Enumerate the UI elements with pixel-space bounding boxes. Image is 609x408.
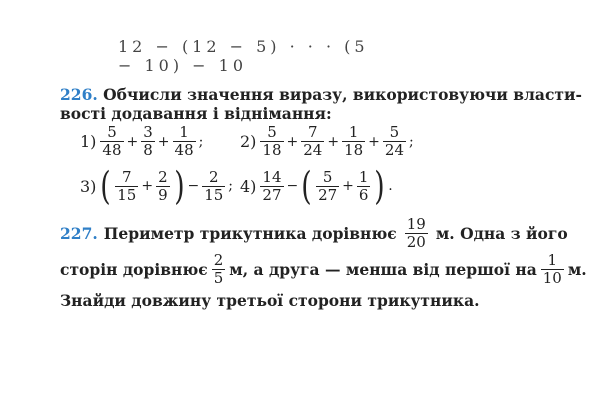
- fraction: [156, 169, 170, 204]
- problem-227-line2: [60, 252, 587, 287]
- problem-227-text-d: м, а друга — менша від першої на: [229, 260, 537, 279]
- problem-227-text-b: м. Одна з його: [435, 224, 568, 243]
- fraction: [173, 124, 196, 159]
- problem-227-text-e: м.: [567, 260, 587, 279]
- numerator: 2: [208, 167, 219, 186]
- fraction: [316, 169, 339, 204]
- fraction: [100, 124, 123, 159]
- minus-sign: −: [286, 178, 299, 194]
- difference-fraction: [541, 252, 564, 287]
- item-2-expression: [240, 124, 415, 159]
- problem-227-line1: [60, 216, 568, 251]
- item-2-label: 2): [240, 132, 257, 151]
- problem-226-heading: [60, 85, 582, 104]
- numerator: 3: [143, 123, 153, 141]
- problem-227-line3: [60, 291, 480, 310]
- denominator: 18: [262, 141, 282, 159]
- problem-227-number: 227.: [60, 224, 98, 243]
- denominator: 6: [358, 185, 369, 204]
- plus-sign: +: [342, 178, 354, 194]
- denominator: 8: [143, 141, 153, 159]
- numerator: 2: [213, 251, 224, 269]
- perimeter-fraction: [405, 216, 428, 251]
- problem-226-text-line2-span: вості додавання і віднімання:: [60, 104, 332, 123]
- numerator: 7: [308, 123, 318, 141]
- plus-sign: +: [286, 133, 299, 150]
- denominator: 10: [542, 269, 562, 287]
- numerator: 1: [358, 167, 369, 186]
- denominator: 24: [384, 141, 404, 159]
- problem-226-text-line1: Обчисли значення виразу, використовуючи власти-: [103, 85, 582, 104]
- left-parenthesis: (: [301, 164, 312, 208]
- denominator: 15: [117, 185, 137, 204]
- plus-sign: +: [141, 178, 154, 194]
- fraction: [357, 169, 371, 204]
- plus-sign: +: [327, 133, 340, 150]
- numerator: 1: [547, 251, 558, 269]
- semicolon: ;: [198, 133, 204, 150]
- item-3-label: 3): [80, 176, 97, 196]
- item-4-label: 4): [240, 176, 257, 196]
- fraction: [342, 124, 365, 159]
- denominator: 27: [262, 185, 282, 204]
- item-1-expression: [80, 124, 204, 159]
- right-parenthesis: ): [374, 164, 386, 208]
- fraction: [260, 124, 283, 159]
- fraction: [202, 169, 225, 204]
- item-3-expression: [80, 164, 234, 208]
- numerator: 1: [348, 123, 359, 141]
- numerator: 7: [122, 167, 132, 186]
- denominator: 48: [174, 141, 194, 159]
- fraction: [301, 124, 324, 159]
- left-parenthesis: (: [100, 164, 112, 208]
- cropped-expression-line: [118, 37, 378, 75]
- plus-sign: +: [157, 133, 170, 150]
- numerator: 1: [179, 123, 189, 141]
- denominator: 9: [158, 185, 168, 204]
- numerator: 5: [267, 123, 277, 141]
- problem-226-text-line2: [60, 104, 332, 123]
- semicolon: ;: [409, 133, 414, 150]
- item-1-label: 1): [80, 132, 97, 151]
- semicolon: ;: [228, 178, 233, 194]
- side-fraction: [212, 252, 226, 287]
- cropped-expression-text: 12 − (12 − 5) · · · (5 − 10) − 10: [118, 37, 369, 75]
- problem-226-number: 226.: [60, 85, 98, 104]
- fraction: [141, 124, 155, 159]
- fraction: [115, 169, 138, 204]
- problem-227-text-c: сторін дорівнює: [60, 260, 208, 279]
- denominator: 24: [303, 141, 323, 159]
- numerator: 5: [389, 123, 400, 141]
- fraction: [383, 124, 406, 159]
- numerator: 19: [406, 215, 426, 233]
- denominator: 18: [344, 141, 364, 159]
- minus-sign: −: [187, 178, 200, 194]
- plus-sign: +: [368, 133, 380, 150]
- denominator: 20: [406, 233, 426, 251]
- period: .: [388, 178, 393, 194]
- numerator: 5: [322, 167, 333, 186]
- problem-227-text-a: Периметр трикутника дорівнює: [103, 224, 397, 243]
- numerator: 5: [107, 123, 117, 141]
- numerator: 2: [158, 167, 168, 186]
- denominator: 27: [318, 185, 338, 204]
- fraction: [260, 169, 283, 204]
- problem-227-text-f: Знайди довжину третьої сторони трикутника.: [60, 291, 480, 310]
- right-parenthesis: ): [173, 164, 185, 208]
- numerator: 14: [262, 167, 282, 186]
- denominator: 48: [102, 141, 122, 159]
- plus-sign: +: [126, 133, 139, 150]
- item-4-expression: [240, 164, 394, 208]
- denominator: 5: [213, 269, 224, 287]
- denominator: 15: [204, 185, 224, 204]
